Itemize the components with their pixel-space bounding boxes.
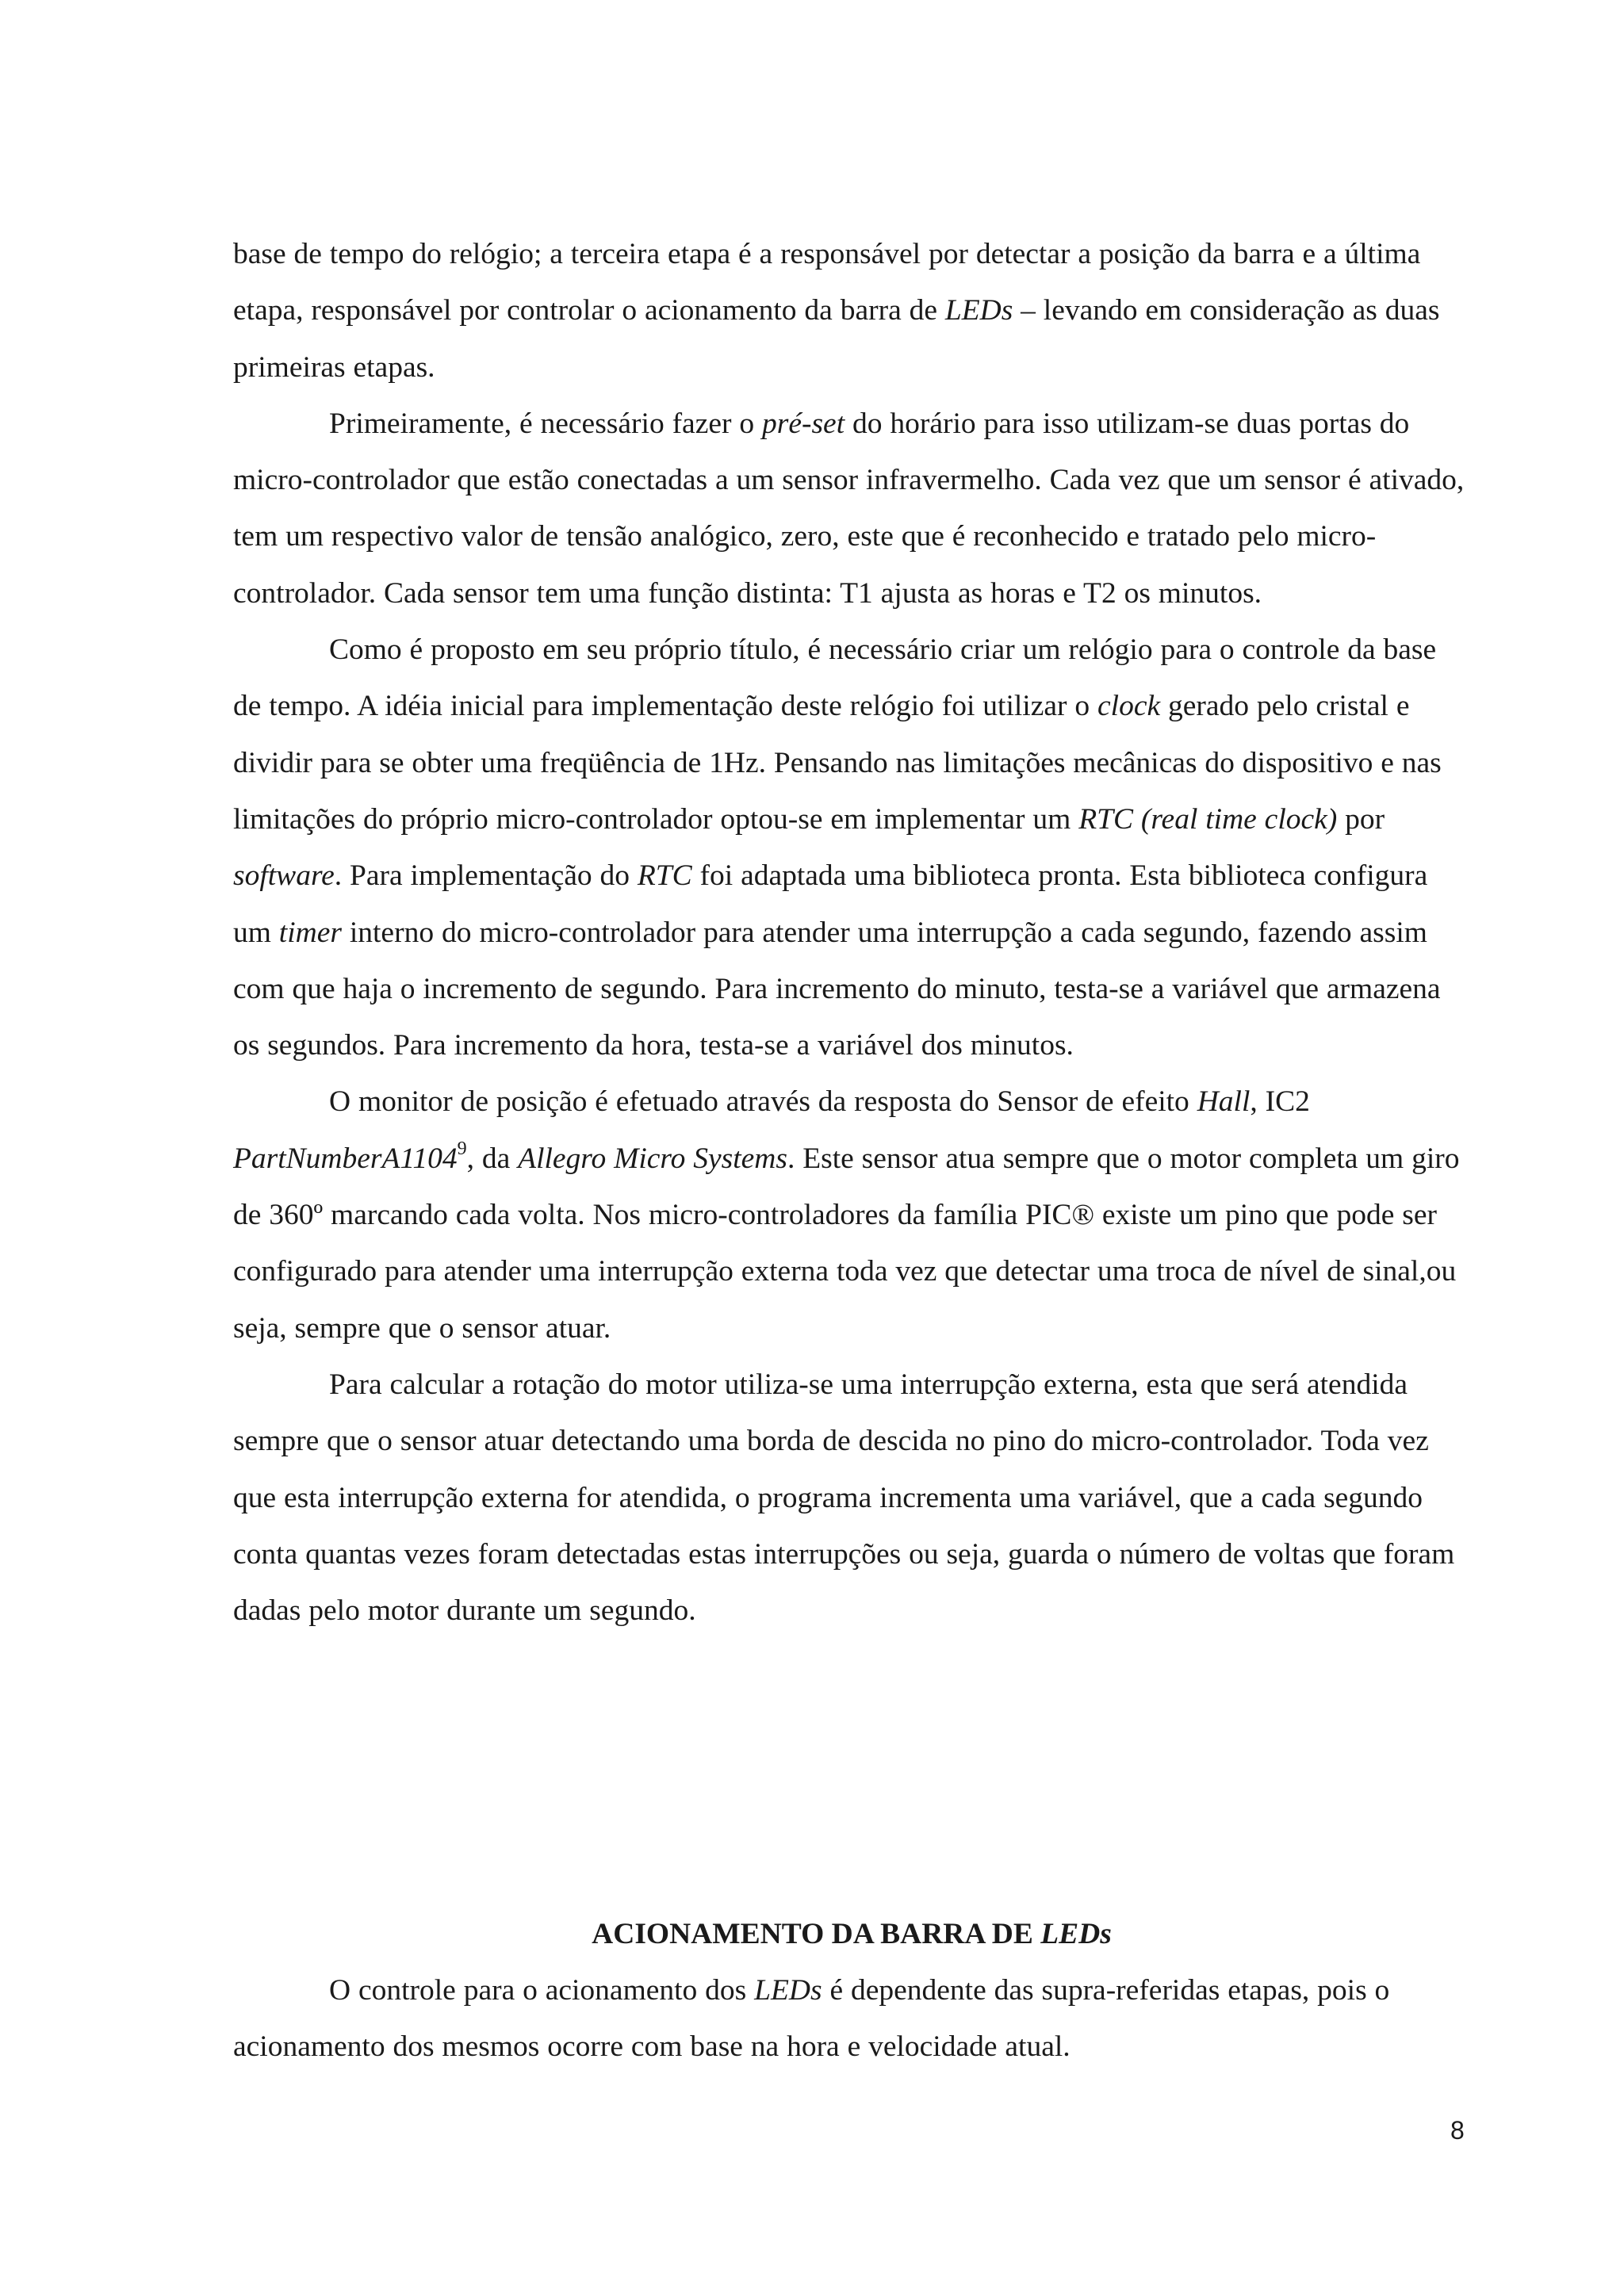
- text-run: . Este sensor atua sempre que o motor completa um giro de 360º marcando cada volta. Nos micro-controladores da família PIC® existe um pino que pode ser configurado para atender uma interrupção externa toda vez que detectar uma troca de nível de sinal,ou seja, sempre que o sensor atuar.: [233, 1142, 1460, 1345]
- italic-term: Allegro Micro Systems: [518, 1142, 787, 1175]
- paragraph: [233, 622, 1470, 1073]
- paragraph: [233, 1073, 1470, 1356]
- text-run: , da: [466, 1142, 519, 1175]
- italic-term: PartNumberA1104: [233, 1142, 458, 1175]
- paragraph: [233, 226, 1470, 396]
- section-heading: [233, 1906, 1470, 1962]
- text-run: O monitor de posição é efetuado através da resposta do Sensor de efeito: [329, 1085, 1197, 1119]
- paragraph: [233, 1357, 1470, 1639]
- page-number: 8: [1450, 2116, 1465, 2145]
- text-run: Para calcular a rotação do motor utiliza-se uma interrupção externa, esta que será atendida sempre que o sensor atuar detectando uma borda de descida no pino do micro-controlador. Toda vez que esta interrupção externa for atendida, o programa incrementa uma variável, que a cada segundo conta quantas vezes foram detectadas estas interrupções ou seja, guarda o número de voltas que foram dadas pelo motor durante um segundo.: [233, 1368, 1455, 1628]
- text-run: – levando em consideração as duas primeiras etapas.: [233, 294, 1440, 384]
- footnote-marker: 9: [457, 1138, 467, 1159]
- text-run: Primeiramente, é necessário fazer o: [329, 407, 762, 440]
- document-page: [233, 226, 1470, 2064]
- italic-term: RTC: [637, 859, 692, 893]
- text-run: Como é proposto em seu próprio título, é necessário criar um relógio para o controle da base de tempo. A idéia inicial para implementação deste relógio foi utilizar o: [233, 633, 1437, 723]
- text-run: do horário para isso utilizam-se duas portas do micro-controlador que estão conectadas a um sensor infravermelho. Cada vez que um sensor é ativado, tem um respectivo valor de tensão analógico, zero, este que é reconhecido e tratado pelo micro-controlador. Cada sensor tem uma função distinta: T1 ajusta as horas e T2 os minutos.: [233, 407, 1465, 610]
- italic-term: RTC (real time clock): [1078, 802, 1338, 836]
- section-body: [233, 1962, 1470, 2076]
- text-run: foi adaptada uma biblioteca pronta. Esta biblioteca configura um: [233, 859, 1428, 949]
- text-run: é dependente das supra-referidas etapas, pois o acionamento dos mesmos ocorre com base na hora e velocidade atual.: [233, 1974, 1390, 2064]
- italic-term: clock: [1097, 690, 1161, 723]
- text-run: . Para implementação do: [334, 859, 638, 893]
- text-run: por: [1337, 802, 1385, 836]
- italic-term: LEDs: [1040, 1918, 1112, 1950]
- paragraph: [233, 396, 1470, 622]
- body-text: [233, 226, 1470, 1639]
- italic-term: Hall: [1197, 1085, 1251, 1119]
- text-run: gerado pelo cristal e dividir para se obter uma freqüência de 1Hz. Pensando nas limitações mecânicas do dispositivo e nas limitações do próprio micro-controlador optou-se em implementar um: [233, 690, 1442, 836]
- text-run: base de tempo do relógio; a terceira etapa é a responsável por detectar a posição da barra e a última etapa, responsável por controlar o acionamento da barra de: [233, 238, 1421, 327]
- italic-term: LEDs: [944, 294, 1013, 327]
- italic-term: pré-set: [761, 407, 845, 440]
- text-run: O controle para o acionamento dos: [329, 1974, 755, 2007]
- text-run: interno do micro-controlador para atender uma interrupção a cada segundo, fazendo assim com que haja o incremento de segundo. Para incremento do minuto, testa-se a variável que armazena os segundos. Para incremento da hora, testa-se a variável dos minutos.: [233, 916, 1441, 1062]
- text-run: , IC2: [1250, 1085, 1310, 1119]
- paragraph: [233, 1962, 1470, 2076]
- italic-term: timer: [278, 916, 342, 949]
- text-run: ACIONAMENTO DA BARRA DE: [592, 1918, 1041, 1950]
- italic-term: software: [233, 859, 335, 893]
- italic-term: LEDs: [754, 1974, 822, 2007]
